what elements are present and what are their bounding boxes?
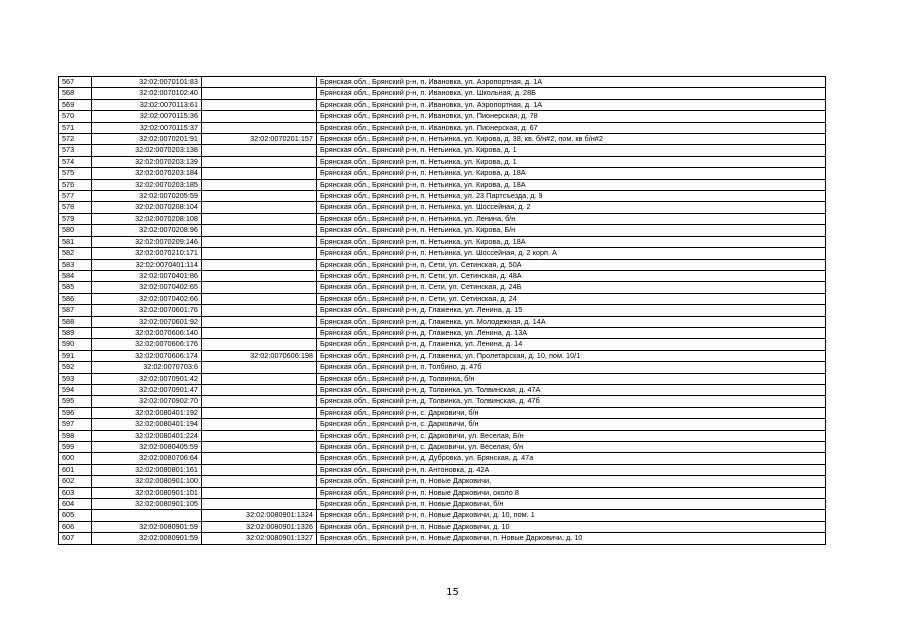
cadastral-number-cell: 32:02:0070902:70 — [92, 396, 202, 407]
address-cell: Брянская обл., Брянский р-н, с. Дарковичи, ул. Веселая, Б/н — [317, 430, 826, 441]
row-number-cell: 571 — [59, 122, 92, 133]
cadastral-number-cell: 32:02:0070113:61 — [92, 99, 202, 110]
address-cell: Брянская обл., Брянский р-н, п. Новые Дарковичи, б/н — [317, 499, 826, 510]
table-row — [59, 453, 826, 464]
address-cell: Брянская обл., Брянский р-н, п. Ивановка, ул. Школьная, д. 28Б — [317, 88, 826, 99]
cadastral-number-cell: 32:02:0070203:184 — [92, 168, 202, 179]
row-number-cell: 580 — [59, 225, 92, 236]
address-cell: Брянская обл., Брянский р-н, п. Ивановка, ул. Аэропортная, д. 1А — [317, 99, 826, 110]
cadastral-number-cell: 32:02:0070203:138 — [92, 145, 202, 156]
premises-cadastral-number-cell — [202, 88, 317, 99]
table-row — [59, 99, 826, 110]
table-row — [59, 168, 826, 179]
table-row — [59, 293, 826, 304]
table-row — [59, 236, 826, 247]
row-number-cell: 567 — [59, 77, 92, 88]
row-number-cell: 604 — [59, 499, 92, 510]
premises-cadastral-number-cell — [202, 293, 317, 304]
row-number-cell: 600 — [59, 453, 92, 464]
row-number-cell: 595 — [59, 396, 92, 407]
address-cell: Брянская обл., Брянский р-н, п. Сети, ул. Сетинская, д. 24Б — [317, 282, 826, 293]
row-number-cell: 573 — [59, 145, 92, 156]
row-number-cell: 599 — [59, 442, 92, 453]
address-cell: Брянская обл., Брянский р-н, д. Глаженка, ул. Молодежная, д. 14А — [317, 316, 826, 327]
table-row — [59, 77, 826, 88]
address-cell: Брянская обл., Брянский р-н, д. Глаженка, ул. Ленина, д. 15 — [317, 305, 826, 316]
premises-cadastral-number-cell — [202, 111, 317, 122]
premises-cadastral-number-cell — [202, 327, 317, 338]
address-cell: Брянская обл., Брянский р-н, п. Нетьинка, ул. Шоссейная, д. 2 корп. А — [317, 248, 826, 259]
table-row — [59, 350, 826, 361]
table-row — [59, 134, 826, 145]
cadastral-number-cell: 32:02:0070205:59 — [92, 191, 202, 202]
table-row — [59, 384, 826, 395]
row-number-cell: 589 — [59, 327, 92, 338]
premises-cadastral-number-cell — [202, 305, 317, 316]
premises-cadastral-number-cell — [202, 77, 317, 88]
cadastral-number-cell: 32:02:0070606:140 — [92, 327, 202, 338]
address-cell: Брянская обл., Брянский р-н, п. Новые Дарковичи, — [317, 476, 826, 487]
table-row — [59, 316, 826, 327]
address-cell: Брянская обл., Брянский р-н, п. Новые Дарковичи, д. 10 — [317, 521, 826, 532]
address-cell: Брянская обл., Брянский р-н, п. Нетьинка, ул. Кирова, д. 18А — [317, 168, 826, 179]
cadastral-number-cell: 32:02:0070208:108 — [92, 213, 202, 224]
table-row — [59, 396, 826, 407]
address-cell: Брянская обл., Брянский р-н, д. Толвинка, б/н — [317, 373, 826, 384]
address-cell: Брянская обл., Брянский р-н, д. Глаженка, ул. Пролетарская, д. 10, пом. 10/1 — [317, 350, 826, 361]
cadastral-number-cell: 32:02:0070606:174 — [92, 350, 202, 361]
address-cell: Брянская обл., Брянский р-н, п. Новые Дарковичи, п. Новые Дарковичи, д. 10 — [317, 533, 826, 544]
table-row — [59, 270, 826, 281]
table-row — [59, 111, 826, 122]
premises-cadastral-number-cell: 32:02:0080901:1324 — [202, 510, 317, 521]
address-cell: Брянская обл., Брянский р-н, п. Сети, ул. Сетинская, д. 50А — [317, 259, 826, 270]
address-cell: Брянская обл., Брянский р-н, п. Толбино, д. 47б — [317, 362, 826, 373]
cadastral-number-cell: 32:02:0070203:139 — [92, 156, 202, 167]
cadastral-number-cell: 32:02:0070115:36 — [92, 111, 202, 122]
address-cell: Брянская обл., Брянский р-н, п. Сети, ул. Сетинская, д. 48А — [317, 270, 826, 281]
table-row — [59, 339, 826, 350]
table-row — [59, 88, 826, 99]
row-number-cell: 601 — [59, 464, 92, 475]
cadastral-number-cell: 32:02:0070102:40 — [92, 88, 202, 99]
row-number-cell: 593 — [59, 373, 92, 384]
premises-cadastral-number-cell — [202, 396, 317, 407]
address-cell: Брянская обл., Брянский р-н, п. Нетьинка, ул. Ленина, б/н — [317, 213, 826, 224]
premises-cadastral-number-cell: 32:02:0070606:198 — [202, 350, 317, 361]
table-row — [59, 373, 826, 384]
premises-cadastral-number-cell — [202, 259, 317, 270]
premises-cadastral-number-cell — [202, 499, 317, 510]
address-cell: Брянская обл., Брянский р-н, п. Нетьинка, ул. Кирова, Б/н — [317, 225, 826, 236]
table-row — [59, 248, 826, 259]
premises-cadastral-number-cell — [202, 99, 317, 110]
address-cell: Брянская обл., Брянский р-н, п. Нетьинка, ул. Кирова, д. 1 — [317, 145, 826, 156]
cadastral-number-cell: 32:02:0070606:176 — [92, 339, 202, 350]
row-number-cell: 592 — [59, 362, 92, 373]
row-number-cell: 606 — [59, 521, 92, 532]
cadastral-number-cell: 32:02:0070402:66 — [92, 293, 202, 304]
cadastral-number-cell: 32:02:0080401:194 — [92, 419, 202, 430]
row-number-cell: 596 — [59, 407, 92, 418]
table-row — [59, 510, 826, 521]
address-cell: Брянская обл., Брянский р-н, п. Антоновка, д. 42А — [317, 464, 826, 475]
registry-table — [58, 76, 826, 545]
cadastral-number-cell: 32:02:0070601:76 — [92, 305, 202, 316]
cadastral-number-cell: 32:02:0080801:161 — [92, 464, 202, 475]
row-number-cell: 583 — [59, 259, 92, 270]
cadastral-number-cell: 32:02:0070208:96 — [92, 225, 202, 236]
premises-cadastral-number-cell — [202, 145, 317, 156]
row-number-cell: 590 — [59, 339, 92, 350]
premises-cadastral-number-cell — [202, 384, 317, 395]
table-row — [59, 156, 826, 167]
address-cell: Брянская обл., Брянский р-н, д. Глаженка, ул. Ленина, д. 14 — [317, 339, 826, 350]
table-row — [59, 533, 826, 544]
cadastral-number-cell: 32:02:0070101:83 — [92, 77, 202, 88]
row-number-cell: 576 — [59, 179, 92, 190]
row-number-cell: 587 — [59, 305, 92, 316]
registry-table-body — [59, 77, 826, 545]
table-row — [59, 362, 826, 373]
premises-cadastral-number-cell — [202, 191, 317, 202]
address-cell: Брянская обл., Брянский р-н, п. Новые Дарковичи, д. 10, пом. 1 — [317, 510, 826, 521]
table-row — [59, 327, 826, 338]
table-row — [59, 499, 826, 510]
address-cell: Брянская обл., Брянский р-н, п. Нетьинка, ул. Шоссейная, д. 2 — [317, 202, 826, 213]
cadastral-number-cell: 32:02:0080901:59 — [92, 533, 202, 544]
cadastral-number-cell: 32:02:0070901:47 — [92, 384, 202, 395]
cadastral-number-cell: 32:02:0070115:37 — [92, 122, 202, 133]
page-number: 15 — [446, 587, 459, 598]
premises-cadastral-number-cell — [202, 202, 317, 213]
premises-cadastral-number-cell — [202, 362, 317, 373]
table-row — [59, 442, 826, 453]
address-cell: Брянская обл., Брянский р-н, п. Ивановка, ул. Пионерская, д. 67 — [317, 122, 826, 133]
premises-cadastral-number-cell — [202, 282, 317, 293]
address-cell: Брянская обл., Брянский р-н, п. Нетьинка, ул. Кирова, д. 18А — [317, 179, 826, 190]
address-cell: Брянская обл., Брянский р-н, п. Нетьинка, ул. Кирова, д. 18А — [317, 236, 826, 247]
cadastral-number-cell: 32:02:0080901:100 — [92, 476, 202, 487]
address-cell: Брянская обл., Брянский р-н, п. Ивановка, ул. Пионерская, д. 78 — [317, 111, 826, 122]
row-number-cell: 591 — [59, 350, 92, 361]
row-number-cell: 607 — [59, 533, 92, 544]
premises-cadastral-number-cell — [202, 122, 317, 133]
premises-cadastral-number-cell — [202, 464, 317, 475]
premises-cadastral-number-cell — [202, 248, 317, 259]
cadastral-number-cell: 32:02:0070901:42 — [92, 373, 202, 384]
row-number-cell: 598 — [59, 430, 92, 441]
row-number-cell: 570 — [59, 111, 92, 122]
cadastral-number-cell: 32:02:0070601:92 — [92, 316, 202, 327]
cadastral-number-cell: 32:02:0080405:59 — [92, 442, 202, 453]
premises-cadastral-number-cell — [202, 179, 317, 190]
address-cell: Брянская обл., Брянский р-н, п. Нетьинка, ул. 23 Партсъезда, д. 9 — [317, 191, 826, 202]
row-number-cell: 578 — [59, 202, 92, 213]
cadastral-number-cell: 32:02:0070201:91 — [92, 134, 202, 145]
row-number-cell: 582 — [59, 248, 92, 259]
address-cell: Брянская обл., Брянский р-н, п. Новые Дарковичи, около 8 — [317, 487, 826, 498]
table-row — [59, 225, 826, 236]
row-number-cell: 579 — [59, 213, 92, 224]
table-row — [59, 305, 826, 316]
premises-cadastral-number-cell — [202, 270, 317, 281]
cadastral-number-cell: 32:02:0080901:101 — [92, 487, 202, 498]
table-row — [59, 213, 826, 224]
table-row — [59, 419, 826, 430]
premises-cadastral-number-cell — [202, 442, 317, 453]
table-row — [59, 464, 826, 475]
row-number-cell: 597 — [59, 419, 92, 430]
cadastral-number-cell: 32:02:0070209:146 — [92, 236, 202, 247]
row-number-cell: 572 — [59, 134, 92, 145]
table-row — [59, 487, 826, 498]
address-cell: Брянская обл., Брянский р-н, с. Дарковичи, б/н — [317, 419, 826, 430]
cadastral-number-cell: 32:02:0070401:86 — [92, 270, 202, 281]
cadastral-number-cell: 32:02:0080901:105 — [92, 499, 202, 510]
table-row — [59, 179, 826, 190]
table-row — [59, 202, 826, 213]
premises-cadastral-number-cell — [202, 476, 317, 487]
row-number-cell: 574 — [59, 156, 92, 167]
row-number-cell: 588 — [59, 316, 92, 327]
address-cell: Брянская обл., Брянский р-н, д. Дубровка, ул. Брянская, д. 47а — [317, 453, 826, 464]
address-cell: Брянская обл., Брянский р-н, с. Дарковичи, ул. Веселая, б/н — [317, 442, 826, 453]
table-row — [59, 122, 826, 133]
premises-cadastral-number-cell — [202, 430, 317, 441]
table-row — [59, 476, 826, 487]
row-number-cell: 586 — [59, 293, 92, 304]
address-cell: Брянская обл., Брянский р-н, д. Толвинка, ул. Толвинская, д. 47б — [317, 396, 826, 407]
cadastral-number-cell: 32:02:0070208:104 — [92, 202, 202, 213]
row-number-cell: 603 — [59, 487, 92, 498]
table-row — [59, 521, 826, 532]
premises-cadastral-number-cell: 32:02:0080901:1326 — [202, 521, 317, 532]
premises-cadastral-number-cell — [202, 419, 317, 430]
premises-cadastral-number-cell — [202, 225, 317, 236]
address-cell: Брянская обл., Брянский р-н, д. Глаженка, ул. Ленина, д. 13А — [317, 327, 826, 338]
address-cell: Брянская обл., Брянский р-н, п. Ивановка, ул. Аэропортная, д. 1А — [317, 77, 826, 88]
address-cell: Брянская обл., Брянский р-н, с. Дарковичи, б/н — [317, 407, 826, 418]
premises-cadastral-number-cell — [202, 236, 317, 247]
row-number-cell: 605 — [59, 510, 92, 521]
row-number-cell: 569 — [59, 99, 92, 110]
premises-cadastral-number-cell — [202, 453, 317, 464]
row-number-cell: 585 — [59, 282, 92, 293]
row-number-cell: 594 — [59, 384, 92, 395]
premises-cadastral-number-cell — [202, 487, 317, 498]
row-number-cell: 568 — [59, 88, 92, 99]
cadastral-number-cell — [92, 510, 202, 521]
row-number-cell: 577 — [59, 191, 92, 202]
premises-cadastral-number-cell — [202, 168, 317, 179]
cadastral-number-cell: 32:02:0080401:192 — [92, 407, 202, 418]
cadastral-number-cell: 32:02:0080706:64 — [92, 453, 202, 464]
cadastral-number-cell: 32:02:0070203:185 — [92, 179, 202, 190]
premises-cadastral-number-cell — [202, 316, 317, 327]
premises-cadastral-number-cell: 32:02:0070201:157 — [202, 134, 317, 145]
cadastral-number-cell: 32:02:0070402:65 — [92, 282, 202, 293]
premises-cadastral-number-cell — [202, 339, 317, 350]
row-number-cell: 602 — [59, 476, 92, 487]
cadastral-number-cell: 32:02:0070210:171 — [92, 248, 202, 259]
premises-cadastral-number-cell: 32:02:0080901:1327 — [202, 533, 317, 544]
premises-cadastral-number-cell — [202, 373, 317, 384]
premises-cadastral-number-cell — [202, 156, 317, 167]
table-row — [59, 259, 826, 270]
cadastral-number-cell: 32:02:0080401:224 — [92, 430, 202, 441]
cadastral-number-cell: 32:02:0070401:114 — [92, 259, 202, 270]
table-row — [59, 191, 826, 202]
row-number-cell: 584 — [59, 270, 92, 281]
row-number-cell: 575 — [59, 168, 92, 179]
table-row — [59, 407, 826, 418]
table-row — [59, 145, 826, 156]
address-cell: Брянская обл., Брянский р-н, п. Нетьинка, ул. Кирова, д. 38, кв. б/н#2, пом. кв б/н#2 — [317, 134, 826, 145]
address-cell: Брянская обл., Брянский р-н, д. Толвинка, ул. Толвинская, д. 47А — [317, 384, 826, 395]
address-cell: Брянская обл., Брянский р-н, п. Сети, ул. Сетинская, д. 24 — [317, 293, 826, 304]
premises-cadastral-number-cell — [202, 407, 317, 418]
table-row — [59, 430, 826, 441]
cadastral-number-cell: 32:02:0070703:6 — [92, 362, 202, 373]
table-row — [59, 282, 826, 293]
premises-cadastral-number-cell — [202, 213, 317, 224]
row-number-cell: 581 — [59, 236, 92, 247]
address-cell: Брянская обл., Брянский р-н, п. Нетьинка, ул. Кирова, д. 1 — [317, 156, 826, 167]
cadastral-number-cell: 32:02:0080901:59 — [92, 521, 202, 532]
